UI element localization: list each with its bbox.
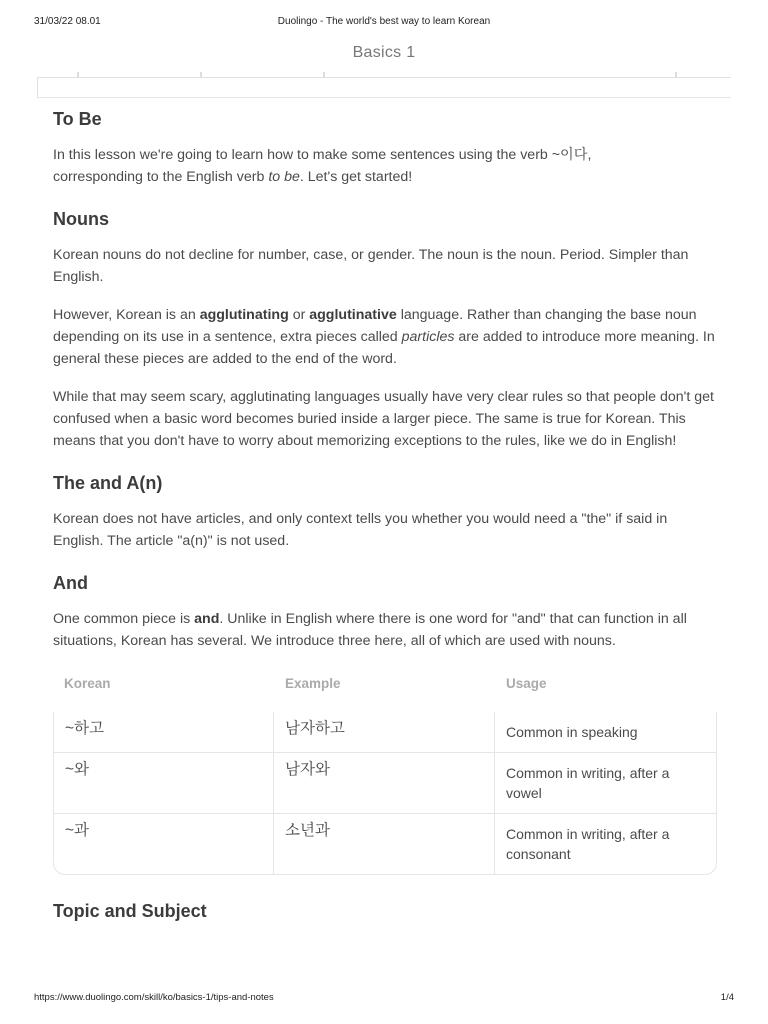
- skill-title: Basics 1: [352, 44, 416, 61]
- usage-cell: Common in writing, after a vowel: [495, 753, 717, 814]
- text-span: However, Korean is an: [53, 307, 200, 323]
- text-span: In this lesson we're going to learn how to make some sentences using the verb ~이다,: [53, 147, 592, 163]
- table-row: [53, 753, 717, 814]
- nouns-paragraph-3: While that may seem scary, agglutinating languages usually have very clear rules so that people don't get confused when a basic word becomes buried inside a larger piece. The same is true for Korean. This means that you don't have to worry about memorizing exceptions to the rules, like we do in English!: [53, 389, 714, 449]
- to-be-paragraph: [53, 144, 717, 188]
- column-header-example: Example: [285, 676, 341, 691]
- column-header-usage: Usage: [506, 676, 547, 691]
- example-cell: 남자하고: [274, 712, 495, 753]
- column-header-korean: Korean: [64, 676, 111, 691]
- cut-off-icon: [198, 72, 204, 77]
- text-span: One common piece is: [53, 611, 195, 627]
- nouns-paragraph-1: Korean nouns do not decline for number, case, or gender. The noun is the noun. Period. Simpler than English.: [53, 247, 689, 285]
- cut-off-icon: [673, 72, 679, 77]
- content-edge: [37, 77, 38, 97]
- text-span: are added to introduce more meaning. In general these pieces are added to the end of the word.: [53, 329, 715, 367]
- text-span: or: [288, 307, 310, 323]
- tips-and-notes: [53, 106, 717, 924]
- heading-to-be: To Be: [53, 109, 102, 129]
- page-number: 1/4: [720, 992, 734, 1003]
- print-date: 31/03/22 08.01: [34, 16, 101, 27]
- emphasis: to be: [268, 169, 300, 185]
- and-paragraph: [53, 608, 717, 652]
- korean-cell: ~하고: [53, 712, 274, 753]
- cut-off-icon: [75, 72, 81, 77]
- header-divider: [37, 77, 731, 78]
- table-row: [53, 712, 717, 753]
- text-span: . Unlike in English where there is one word for "and" that can function in all situations, Korean has several. We introduce three here, all of which are used with nouns.: [53, 611, 687, 649]
- usage-cell: Common in speaking: [495, 712, 717, 753]
- print-footer: [34, 992, 734, 1006]
- example-cell: 남자와: [274, 753, 495, 814]
- heading-nouns: Nouns: [53, 209, 109, 229]
- articles-paragraph: Korean does not have articles, and only context tells you whether you would need a "the" if said in English. The article "a(n)" is not used.: [53, 511, 668, 549]
- korean-cell: ~과: [53, 814, 274, 875]
- usage-cell: Common in writing, after a consonant: [495, 814, 717, 875]
- korean-cell: ~와: [53, 753, 274, 814]
- cut-off-icon: [321, 72, 327, 77]
- particles-table: [53, 676, 717, 875]
- bold-term: and: [194, 611, 220, 627]
- example-cell: 소년과: [274, 814, 495, 875]
- nouns-paragraph-2: [53, 304, 717, 370]
- print-header: [34, 16, 734, 30]
- table-row: [53, 814, 717, 875]
- text-span: corresponding to the English verb: [53, 169, 269, 185]
- page-url: https://www.duolingo.com/skill/ko/basics-1/tips-and-notes: [34, 992, 274, 1003]
- print-page-title: Duolingo - The world's best way to learn Korean: [277, 16, 491, 27]
- heading-topic-and-subject: Topic and Subject: [53, 901, 207, 921]
- emphasis: particles: [401, 329, 455, 345]
- content-divider: [37, 97, 731, 98]
- text-span: language. Rather than changing the base noun depending on its use in a sentence, extra pieces called: [53, 307, 697, 345]
- text-span: . Let's get started!: [299, 169, 413, 185]
- bold-term: agglutinative: [309, 307, 397, 323]
- heading-and: And: [53, 573, 88, 593]
- heading-the-and-a: The and A(n): [53, 473, 163, 493]
- bold-term: agglutinating: [199, 307, 289, 323]
